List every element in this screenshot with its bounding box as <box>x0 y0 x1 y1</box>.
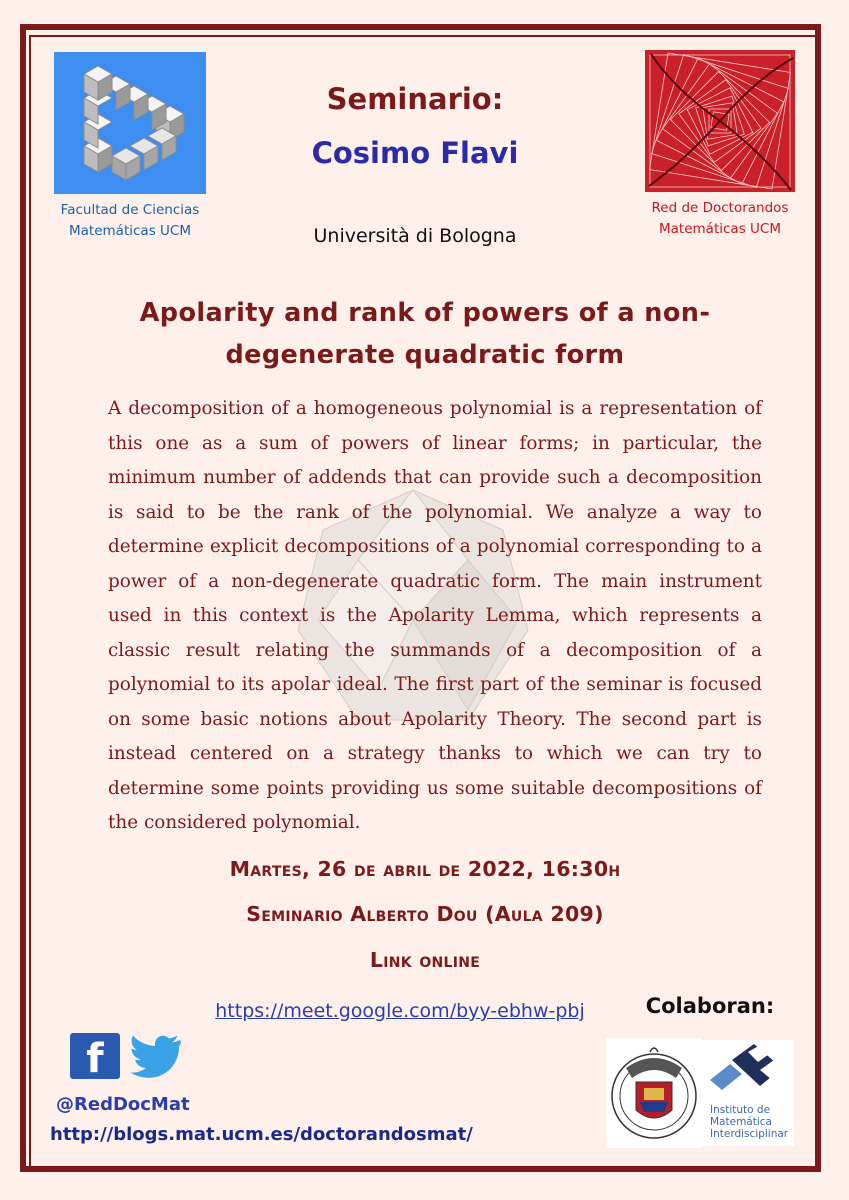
facebook-icon[interactable]: f <box>70 1033 120 1079</box>
imi-line2: Matemática <box>710 1116 772 1128</box>
ucm-crest-logo <box>606 1038 702 1148</box>
talk-title: Apolarity and rank of powers of a non-degenerate quadratic form <box>139 298 711 370</box>
meeting-link[interactable]: https://meet.google.com/byy-ebhw-pbj <box>215 1000 585 1022</box>
seminar-label: Seminario: <box>326 82 504 116</box>
imi-line1: Instituto de <box>710 1104 771 1116</box>
blog-url[interactable]: http://blogs.mat.ucm.es/doctorandosmat/ <box>50 1124 473 1145</box>
network-logo <box>645 50 795 192</box>
event-date: Martes, 26 de abril de 2022, 16:30h <box>229 857 621 881</box>
imi-logo <box>702 1040 794 1146</box>
speaker-name: Cosimo Flavi <box>311 136 519 170</box>
event-room: Seminario Alberto Dou (Aula 209) <box>246 902 604 926</box>
speaker-affiliation: Università di Bologna <box>313 225 517 247</box>
twitter-icon[interactable] <box>130 1034 182 1078</box>
faculty-caption-line2: Matemáticas UCM <box>69 223 191 239</box>
faculty-caption <box>40 200 220 242</box>
network-caption-line1: Red de Doctorandos <box>651 200 789 216</box>
faculty-caption-line1: Facultad de Ciencias <box>60 202 200 218</box>
social-handle: @RedDocMat <box>56 1094 190 1115</box>
network-caption <box>630 198 810 240</box>
imi-line3: Interdisciplinar <box>710 1128 789 1140</box>
collaborators-label: Colaboran: <box>645 994 775 1018</box>
imi-text <box>710 1104 796 1140</box>
imi-mark <box>702 1040 794 1102</box>
event-link-label: Link online <box>369 948 481 972</box>
abstract-text: A decomposition of a homogeneous polynomial is a representation of this one as a sum of powers of linear forms; in particular, the minimum number of addends that can provide such a decomposition is said to be the rank of the polynomial. We analyze a way to determine explicit decompositions of a polynomial corresponding to a power of a non-degenerate quadratic form. The main instrument used in this context is the Apolarity Lemma, which represents a classic result relating the summands of a decomposition of a polynomial to its apolar ideal. The first part of the seminar is focused on some basic notions about Apolarity Theory. The second part is instead centered on a strategy thanks to which we can try to determine some points providing us some suitable decompositions of the considered polynomial. <box>108 398 762 833</box>
network-caption-line2: Matemáticas UCM <box>659 221 781 237</box>
faculty-logo <box>54 52 206 194</box>
